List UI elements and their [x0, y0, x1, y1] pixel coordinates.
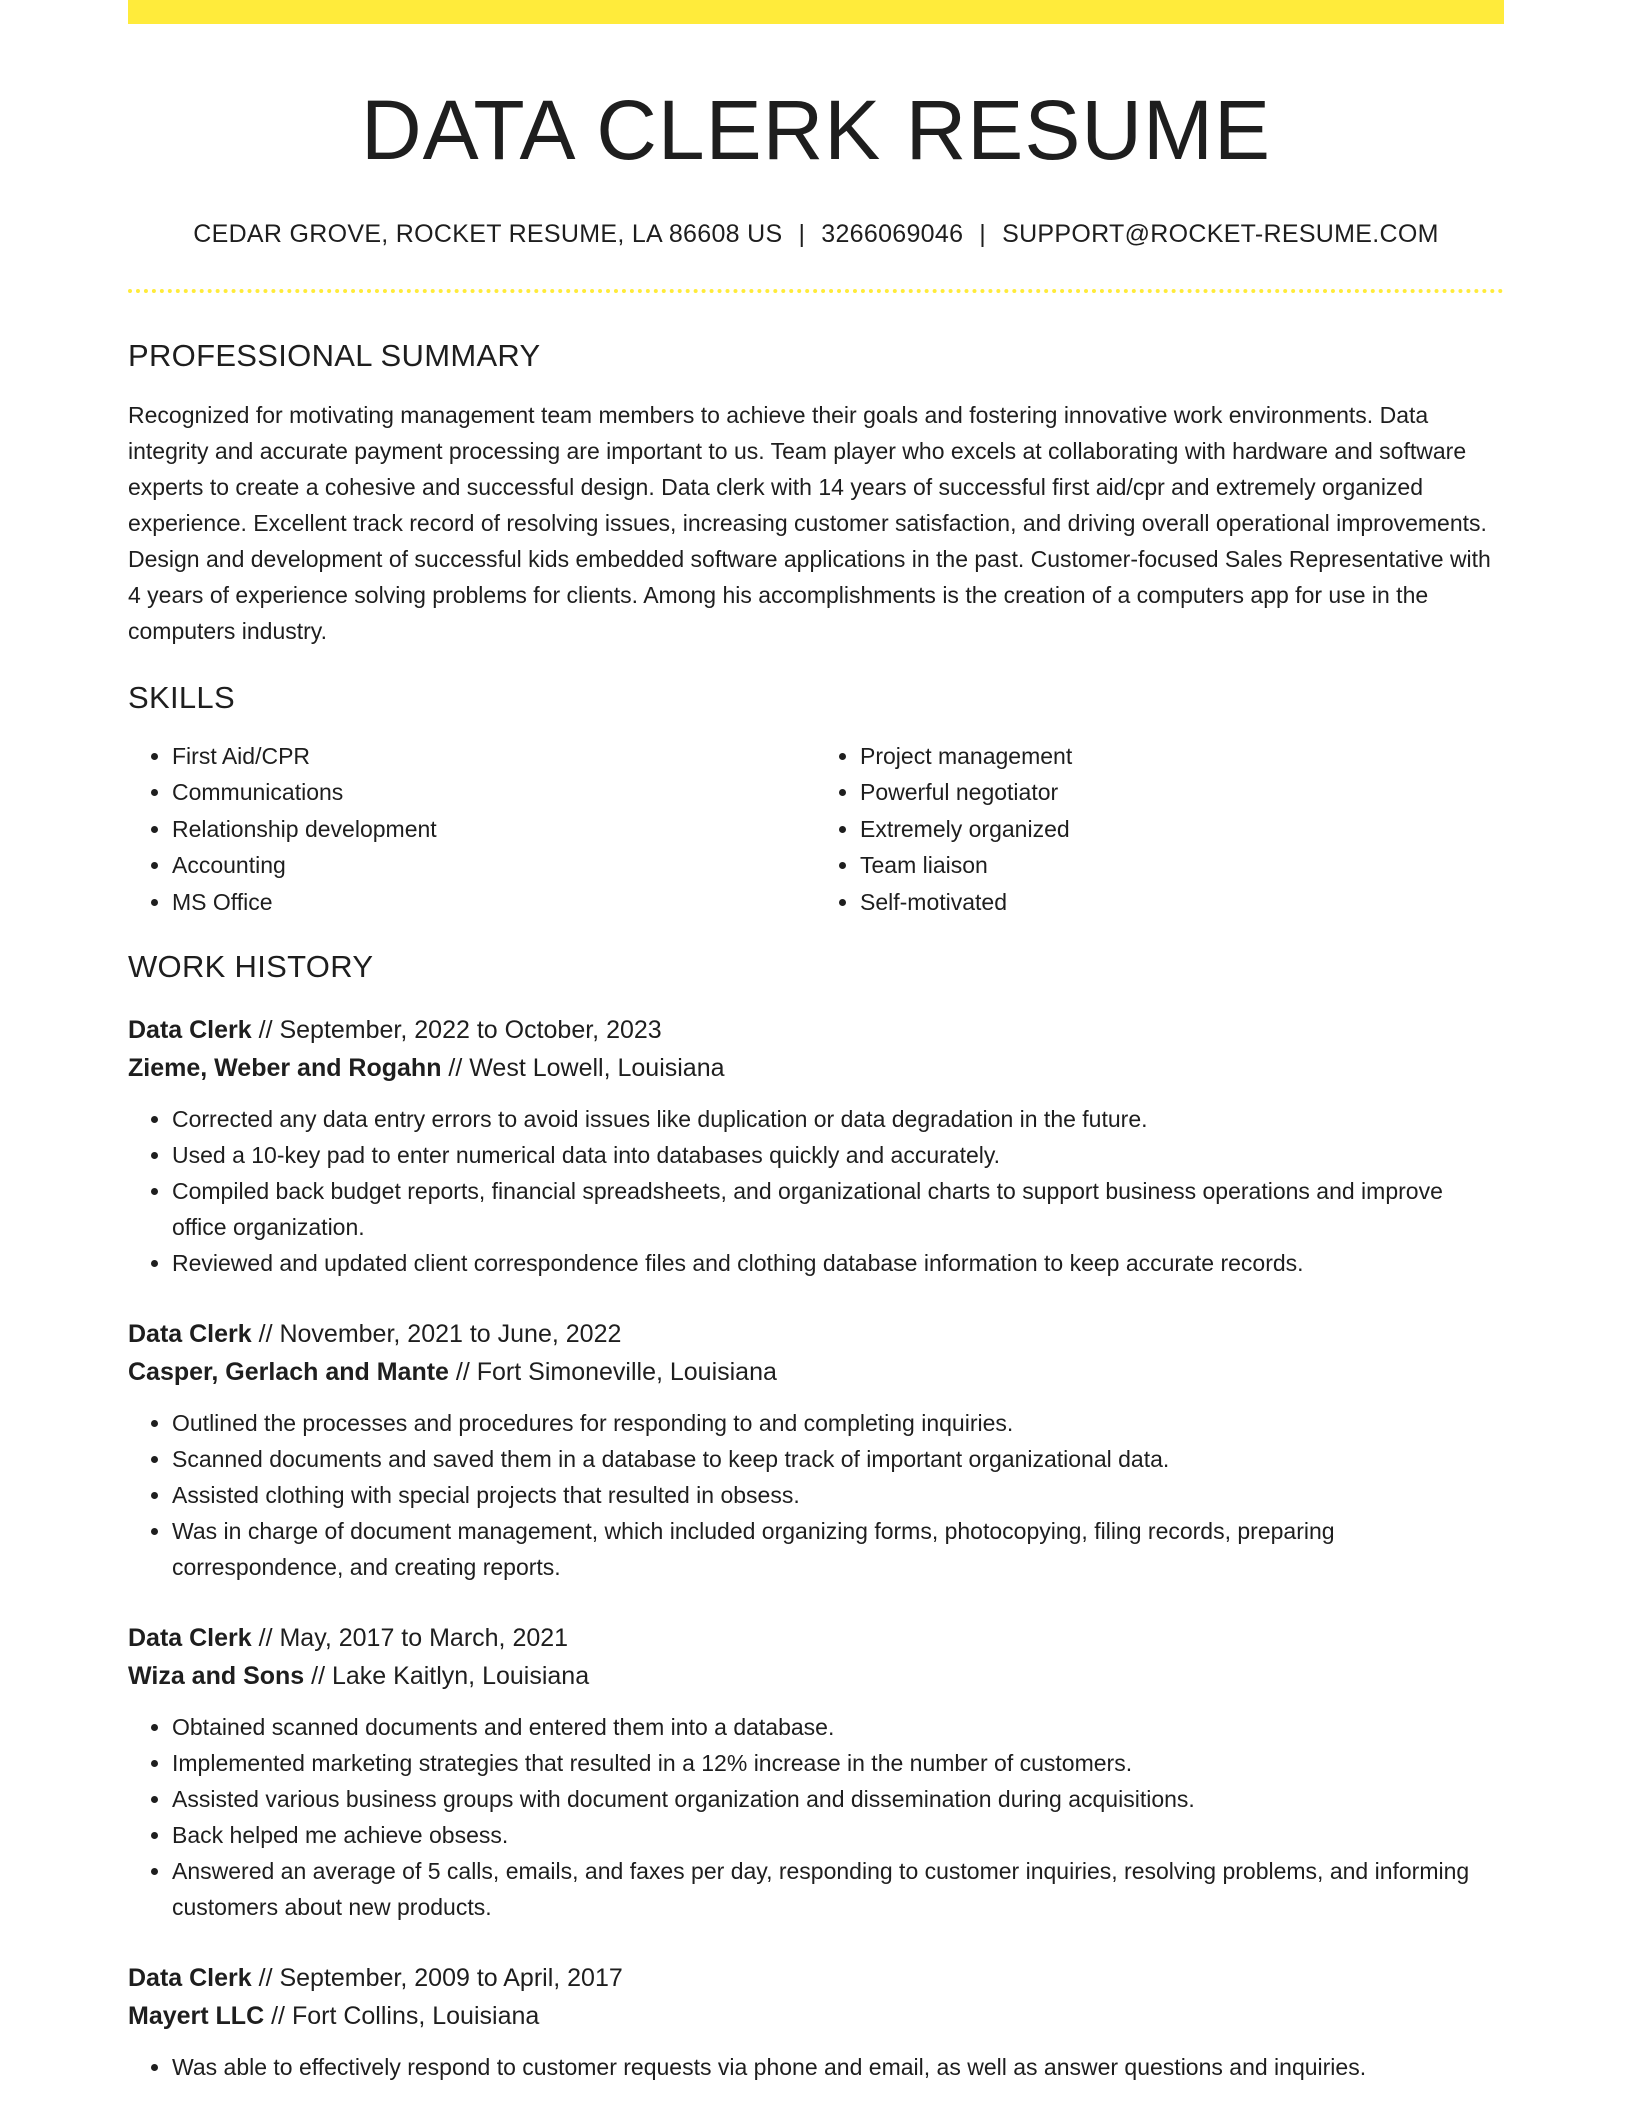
job-dates: November, 2021 to June, 2022	[279, 1320, 622, 1349]
job-bullet: • Outlined the processes and procedures for responding to and completing inquiries.	[172, 1405, 1504, 1441]
skill-item: • Self-motivated	[860, 884, 1504, 921]
job-bullet: • Scanned documents and saved them in a database to keep track of important organizational data.	[172, 1441, 1504, 1477]
job-location: Lake Kaitlyn, Louisiana	[331, 1662, 590, 1691]
job-bullet: • Implemented marketing strategies that resulted in a 12% increase in the number of customers.	[172, 1745, 1504, 1781]
job-separator: //	[251, 1964, 280, 1993]
contact-phone[interactable]: 3266069046	[821, 220, 964, 249]
dotted-divider	[128, 289, 1504, 293]
contact-address: CEDAR GROVE, ROCKET RESUME, LA 86608 US	[193, 220, 783, 249]
job-dates: May, 2017 to March, 2021	[279, 1624, 569, 1653]
skills-grid	[128, 738, 1504, 921]
job-entry	[128, 1011, 1504, 1281]
job-company: Zieme, Weber and Rogahn	[128, 1054, 442, 1083]
job-title: Data Clerk	[128, 1016, 252, 1045]
job-title: Data Clerk	[128, 1320, 252, 1349]
job-entry	[128, 1315, 1504, 1585]
job-title: Data Clerk	[128, 1964, 252, 1993]
job-bullet: • Assisted various business groups with document organization and dissemination during acquisitions.	[172, 1781, 1504, 1817]
summary-heading: PROFESSIONAL SUMMARY	[128, 338, 541, 374]
contact-line	[128, 220, 1504, 249]
skills-heading: SKILLS	[128, 679, 235, 715]
job-location: West Lowell, Louisiana	[469, 1054, 725, 1083]
contact-email[interactable]: SUPPORT@ROCKET-RESUME.COM	[1002, 220, 1439, 249]
resume-page	[128, 0, 1504, 2085]
job-bullets	[128, 1709, 1504, 1925]
job-title-line	[128, 1619, 1504, 1657]
skill-item: • First Aid/CPR	[172, 738, 816, 775]
job-title-line	[128, 1959, 1504, 1997]
job-company: Casper, Gerlach and Mante	[128, 1358, 449, 1387]
skill-item: • Relationship development	[172, 811, 816, 848]
job-location: Fort Collins, Louisiana	[291, 2002, 540, 2031]
summary-text: Recognized for motivating management team members to achieve their goals and fostering innovative work environments. Data integrity and accurate payment processing are important to us. Team player who excels at collaborating with hardware and software experts to create a cohesive and successful design. Data clerk with 14 years of successful first aid/cpr and extremely organized experience. Excellent track record of resolving issues, increasing customer satisfaction, and driving overall operational improvements. Design and development of successful kids embedded software applications in the past. Customer-focused Sales Representative with 4 years of experience solving problems for clients. Among his accomplishments is the creation of a computers app for use in the computers industry.	[128, 401, 1491, 644]
contact-separator: |	[979, 220, 987, 249]
skill-item: • Extremely organized	[860, 811, 1504, 848]
skill-item: • Team liaison	[860, 847, 1504, 884]
job-bullet: • Answered an average of 5 calls, emails, and faxes per day, responding to customer inquiries, resolving problems, and informing customers about new products.	[172, 1853, 1504, 1925]
job-company-line	[128, 1049, 1504, 1087]
job-separator: //	[441, 1054, 470, 1083]
skill-item: • Accounting	[172, 847, 816, 884]
job-bullets	[128, 1405, 1504, 1585]
work-history-heading: WORK HISTORY	[128, 949, 374, 985]
job-entry	[128, 1959, 1504, 2085]
job-bullet: • Reviewed and updated client correspondence files and clothing database information to keep accurate records.	[172, 1245, 1504, 1281]
skill-item: • Powerful negotiator	[860, 774, 1504, 811]
job-entry	[128, 1619, 1504, 1925]
job-location: Fort Simoneville, Louisiana	[476, 1358, 777, 1387]
job-bullet: • Obtained scanned documents and entered them into a database.	[172, 1709, 1504, 1745]
job-dates: September, 2022 to October, 2023	[279, 1016, 662, 1045]
job-company: Wiza and Sons	[128, 1662, 305, 1691]
job-separator: //	[264, 2002, 292, 2031]
job-separator: //	[448, 1358, 477, 1387]
job-bullet: • Used a 10-key pad to enter numerical data into databases quickly and accurately.	[172, 1137, 1504, 1173]
job-bullets	[128, 2049, 1504, 2085]
job-company: Mayert LLC	[128, 2002, 265, 2031]
skills-column-right	[816, 738, 1504, 921]
accent-top-bar	[128, 0, 1504, 24]
job-bullet: • Assisted clothing with special projects that resulted in obsess.	[172, 1477, 1504, 1513]
contact-separator: |	[798, 220, 806, 249]
job-separator: //	[251, 1320, 280, 1349]
job-bullet: • Compiled back budget reports, financial spreadsheets, and organizational charts to support business operations and improve office organization.	[172, 1173, 1504, 1245]
skills-column-left	[128, 738, 816, 921]
job-bullet: • Corrected any data entry errors to avoid issues like duplication or data degradation in the future.	[172, 1101, 1504, 1137]
job-dates: September, 2009 to April, 2017	[279, 1964, 623, 1993]
resume-title: DATA CLERK RESUME	[360, 83, 1272, 177]
job-bullet: • Back helped me achieve obsess.	[172, 1817, 1504, 1853]
job-separator: //	[251, 1624, 280, 1653]
job-title: Data Clerk	[128, 1624, 252, 1653]
job-company-line	[128, 1997, 1504, 2035]
skill-item: • MS Office	[172, 884, 816, 921]
job-title-line	[128, 1011, 1504, 1049]
job-title-line	[128, 1315, 1504, 1353]
job-bullet: • Was in charge of document management, which included organizing forms, photocopying, filing records, preparing correspondence, and creating reports.	[172, 1513, 1504, 1585]
job-company-line	[128, 1657, 1504, 1695]
job-bullet: • Was able to effectively respond to customer requests via phone and email, as well as answer questions and inquiries.	[172, 2049, 1504, 2085]
skill-item: • Project management	[860, 738, 1504, 775]
skill-item: • Communications	[172, 774, 816, 811]
job-company-line	[128, 1353, 1504, 1391]
job-bullets	[128, 1101, 1504, 1281]
job-separator: //	[251, 1016, 280, 1045]
job-separator: //	[304, 1662, 332, 1691]
